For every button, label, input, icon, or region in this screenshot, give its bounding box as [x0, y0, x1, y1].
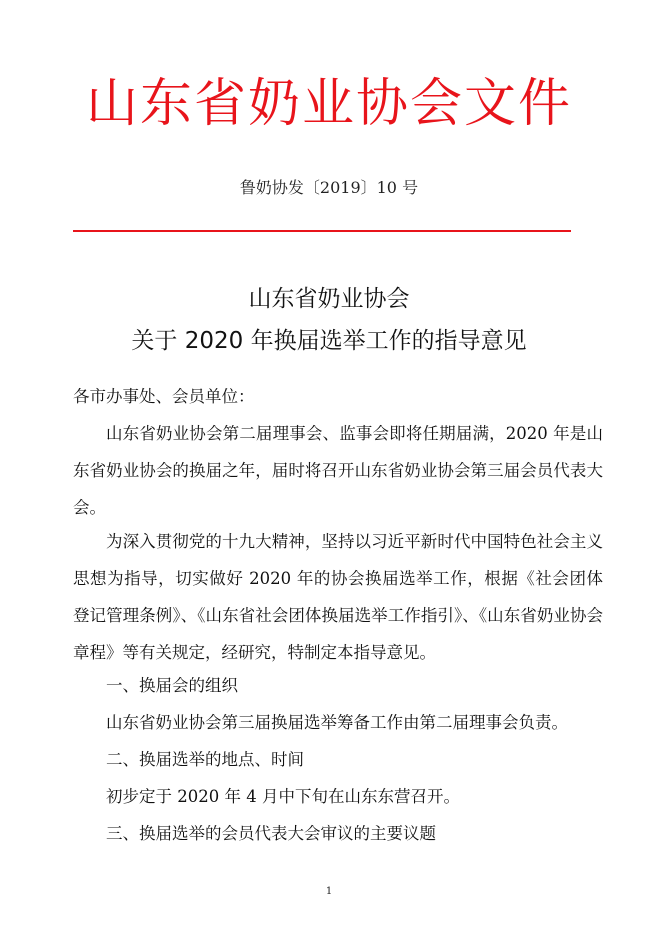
section-2-heading: 二、换届选举的地点、时间 [106, 750, 304, 769]
red-divider-line [73, 230, 571, 232]
paragraph-2: 为深入贯彻党的十九大精神，坚持以习近平新时代中国特色社会主义思想为指导，切实做好 2020 年的协会换届选举工作，根据《社会团体登记管理条例》、《山东省社会团体换届选举工作指引》、《山东省奶业协会章程》等有关规定，经研究，特制定本指导意见。 [73, 532, 603, 662]
section-2-text: 初步定于 2020 年 4 月中下旬在山东东营召开。 [106, 787, 460, 806]
document-header-title: 山东省奶业协会文件 [85, 74, 572, 134]
document-number: 鲁奶协发〔2019〕10 号 [239, 178, 419, 197]
paragraph-1: 山东省奶业协会第二届理事会、监事会即将任期届满，2020 年是山东省奶业协会的换届之年，届时将召开山东省奶业协会第三届会员代表大会。 [73, 424, 603, 517]
salutation: 各市办事处、会员单位： [73, 387, 255, 406]
section-1-text: 山东省奶业协会第三届换届选举筹备工作由第二届理事会负责。 [106, 713, 568, 732]
section-1-heading: 一、换届会的组织 [106, 676, 238, 695]
document-title-line2: 关于 2020 年换届选举工作的指导意见 [131, 328, 527, 354]
section-3-heading: 三、换届选举的会员代表大会审议的主要议题 [106, 824, 436, 843]
page-number: 1 [325, 886, 333, 897]
document-title-line1: 山东省奶业协会 [248, 286, 410, 312]
